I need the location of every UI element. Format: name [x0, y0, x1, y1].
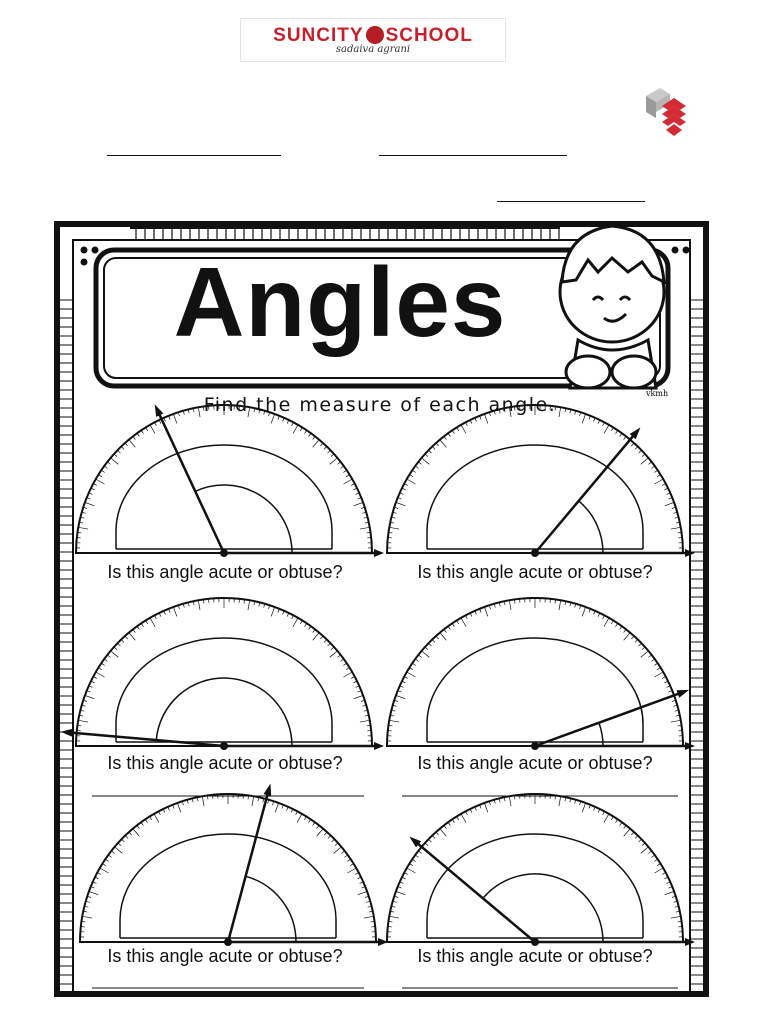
question-5: Is this angle acute or obtuse?	[107, 946, 343, 966]
question-1: Is this angle acute or obtuse?	[107, 562, 343, 582]
worksheet-instruction: Find the measure of each angle.	[203, 394, 557, 416]
protractor-6	[387, 794, 695, 946]
artist-credit: vkmh	[646, 389, 669, 398]
protractor-3	[61, 598, 384, 750]
school-tagline: sadaiva agrani	[335, 44, 411, 55]
worksheet-title: Angles	[173, 247, 507, 357]
question-3: Is this angle acute or obtuse?	[107, 753, 343, 773]
school-name-left: SUNCITY	[273, 25, 364, 46]
protractor-5	[80, 784, 388, 946]
school-name-right: SCHOOL	[385, 25, 473, 46]
question-2: Is this angle acute or obtuse?	[417, 562, 653, 582]
question-6: Is this angle acute or obtuse?	[417, 946, 653, 966]
protractor-2	[387, 405, 695, 557]
protractor-1	[76, 404, 384, 557]
boy-clipart-icon	[560, 226, 664, 388]
question-4: Is this angle acute or obtuse?	[417, 753, 653, 773]
protractor-4	[387, 598, 695, 750]
